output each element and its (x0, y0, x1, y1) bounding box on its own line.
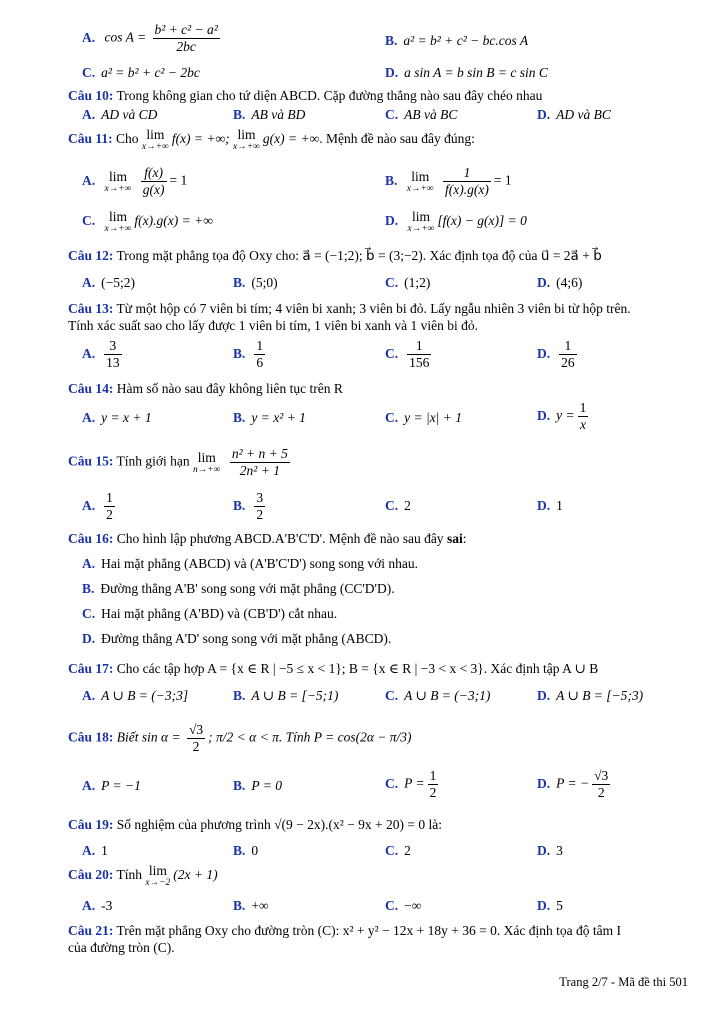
q17-option-d: D. A ∪ B = [−5;3) (537, 688, 644, 703)
q12-option-c: C. (1;2) (385, 275, 431, 290)
question-16: Câu 16: Cho hình lập phương ABCD.A'B'C'D'. Mệnh đề nào sau đây sai: (68, 531, 467, 546)
q12-option-b: B. (5;0) (233, 275, 278, 290)
q18-option-d: D. P = − $\frac{√3}{2}$ (537, 768, 609, 800)
q10-option-a: A. AD và CD (82, 107, 158, 122)
q13-option-a: A. $\frac{3}{13}$ (82, 338, 120, 370)
top-option-b: B. a² = b² + c² − bc.cos A (385, 33, 529, 48)
page-footer: Trang 2/7 - Mã đề thi 501 (559, 975, 688, 989)
q13-option-b: B. $\frac{1}{6}$ (233, 338, 264, 370)
question-17: Câu 17: Cho các tập hợp A = {x ∈ R | −5 ≤ x < 1}; B = {x ∈ R | −3 < x < 3}. Xác định tập A ∪ B (68, 661, 599, 676)
q14-option-c: C. y = |x| + 1 (385, 410, 463, 425)
q15-option-a: A. $\frac{1}{2}$ (82, 490, 113, 522)
q12-option-a: A. (−5;2) (82, 275, 135, 290)
question-21: Câu 21: Trên mặt phẳng Oxy cho đường tròn (C): x² + y² − 12x + 18y + 36 = 0. Xác định tọa độ tâm I của đường tròn (C). (68, 923, 621, 955)
question-20: Câu 20: Tính lim x→−2 (2x + 1) (68, 863, 218, 888)
question-15: Câu 15: Tính giới hạn lim n→+∞ $\frac{\text{n² + n + 5}}{\text{2n² + 1}}$ (68, 446, 288, 478)
q11-option-b: B. lim x→+∞ $\frac{1}{f(x).g(x)}$ = 1 (385, 165, 512, 197)
question-10: Câu 10: Trong không gian cho tứ diện ABCD. Cặp đường thẳng nào sau đây chéo nhau (68, 88, 543, 103)
q20-option-a: A. -3 (82, 898, 113, 913)
q15-option-d: D. 1 (537, 498, 563, 513)
q18-option-c: C. P = $\frac{1}{2}$ (385, 768, 437, 800)
top-option-c: C. a² = b² + c² − 2bc (82, 65, 200, 80)
q17-option-c: C. A ∪ B = (−3;1) (385, 688, 491, 703)
q14-option-a: A. y = x + 1 (82, 410, 152, 425)
q16-option-d: D. Đường thẳng A'D' song song với mặt phẳng (ABCD). (82, 631, 392, 646)
q11-option-a: A. lim x→+∞ $\frac{f(x)}{g(x)}$ = 1 (82, 165, 188, 197)
q14-option-d: D. y = $\frac{1}{x}$ (537, 400, 587, 432)
q16-option-b: B. Đường thẳng A'B' song song với mặt phẳng (CC'D'D). (82, 581, 395, 596)
q19-option-c: C. 2 (385, 843, 411, 858)
q10-option-b: B. AB và BD (233, 107, 306, 122)
q12-option-d: D. (4;6) (537, 275, 583, 290)
q14-option-b: B. y = x² + 1 (233, 410, 306, 425)
top-option-a: A. cos A = $\frac{\text{b² + c² − a²}}{2bc}$ (82, 22, 218, 54)
q18-option-b: B. P = 0 (233, 778, 283, 793)
q13-option-c: C. $\frac{1}{156}$ (385, 338, 430, 370)
q10-option-d: D. AD và BC (537, 107, 611, 122)
question-14: Câu 14: Hàm số nào sau đây không liên tục trên R (68, 381, 343, 396)
q16-option-c: C. Hai mặt phẳng (A'BD) và (CB'D') cắt nhau. (82, 606, 338, 621)
q19-option-d: D. 3 (537, 843, 563, 858)
q20-option-b: B. +∞ (233, 898, 269, 913)
q18-option-a: A. P = −1 (82, 778, 141, 793)
q19-option-b: B. 0 (233, 843, 259, 858)
q11-option-d: D. lim x→+∞ [f(x) − g(x)] = 0 (385, 209, 527, 234)
q10-option-c: C. AB và BC (385, 107, 458, 122)
top-option-d: D. a sin A = b sin B = c sin C (385, 65, 548, 80)
q19-option-a: A. 1 (82, 843, 108, 858)
q20-option-d: D. 5 (537, 898, 563, 913)
question-19: Câu 19: Số nghiệm của phương trình √(9 − 2x).(x² − 9x + 20) = 0 là: (68, 817, 442, 832)
q11-option-c: C. lim x→+∞ f(x).g(x) = +∞ (82, 209, 213, 234)
question-18: Câu 18: Biết sin α = $\frac{√3}{2}$ ; π/2 < α < π. Tính P = cos(2α − π/3) (68, 722, 412, 754)
q15-option-c: C. 2 (385, 498, 411, 513)
q13-option-d: D. $\frac{1}{26}$ (537, 338, 575, 370)
question-11: Câu 11: Cho lim x→+∞ f(x) = +∞; lim x→+∞ g(x) = +∞. Mệnh đề nào sau đây đúng: (68, 127, 475, 152)
q17-option-b: B. A ∪ B = [−5;1) (233, 688, 339, 703)
question-13: Câu 13: Từ một hộp có 7 viên bi tím; 4 viên bi xanh; 3 viên bi đỏ. Lấy ngẫu nhiên 3 viên bi từ hộp trên. Tính xác suất sao cho lấy được 1 viên bi tím, 1 viên bi xanh và 1 viên bi đỏ. (68, 301, 631, 333)
q15-option-b: B. $\frac{3}{2}$ (233, 490, 264, 522)
q20-option-c: C. −∞ (385, 898, 422, 913)
q16-option-a: A. Hai mặt phẳng (ABCD) và (A'B'C'D') song song với nhau. (82, 556, 418, 571)
question-12: Câu 12: Trong mặt phẳng tọa độ Oxy cho: a⃗ = (−1;2); b⃗ = (3;−2). Xác định tọa độ của u⃗ = 2a⃗ + b⃗ (68, 248, 602, 263)
q17-option-a: A. A ∪ B = (−3;3] (82, 688, 189, 703)
